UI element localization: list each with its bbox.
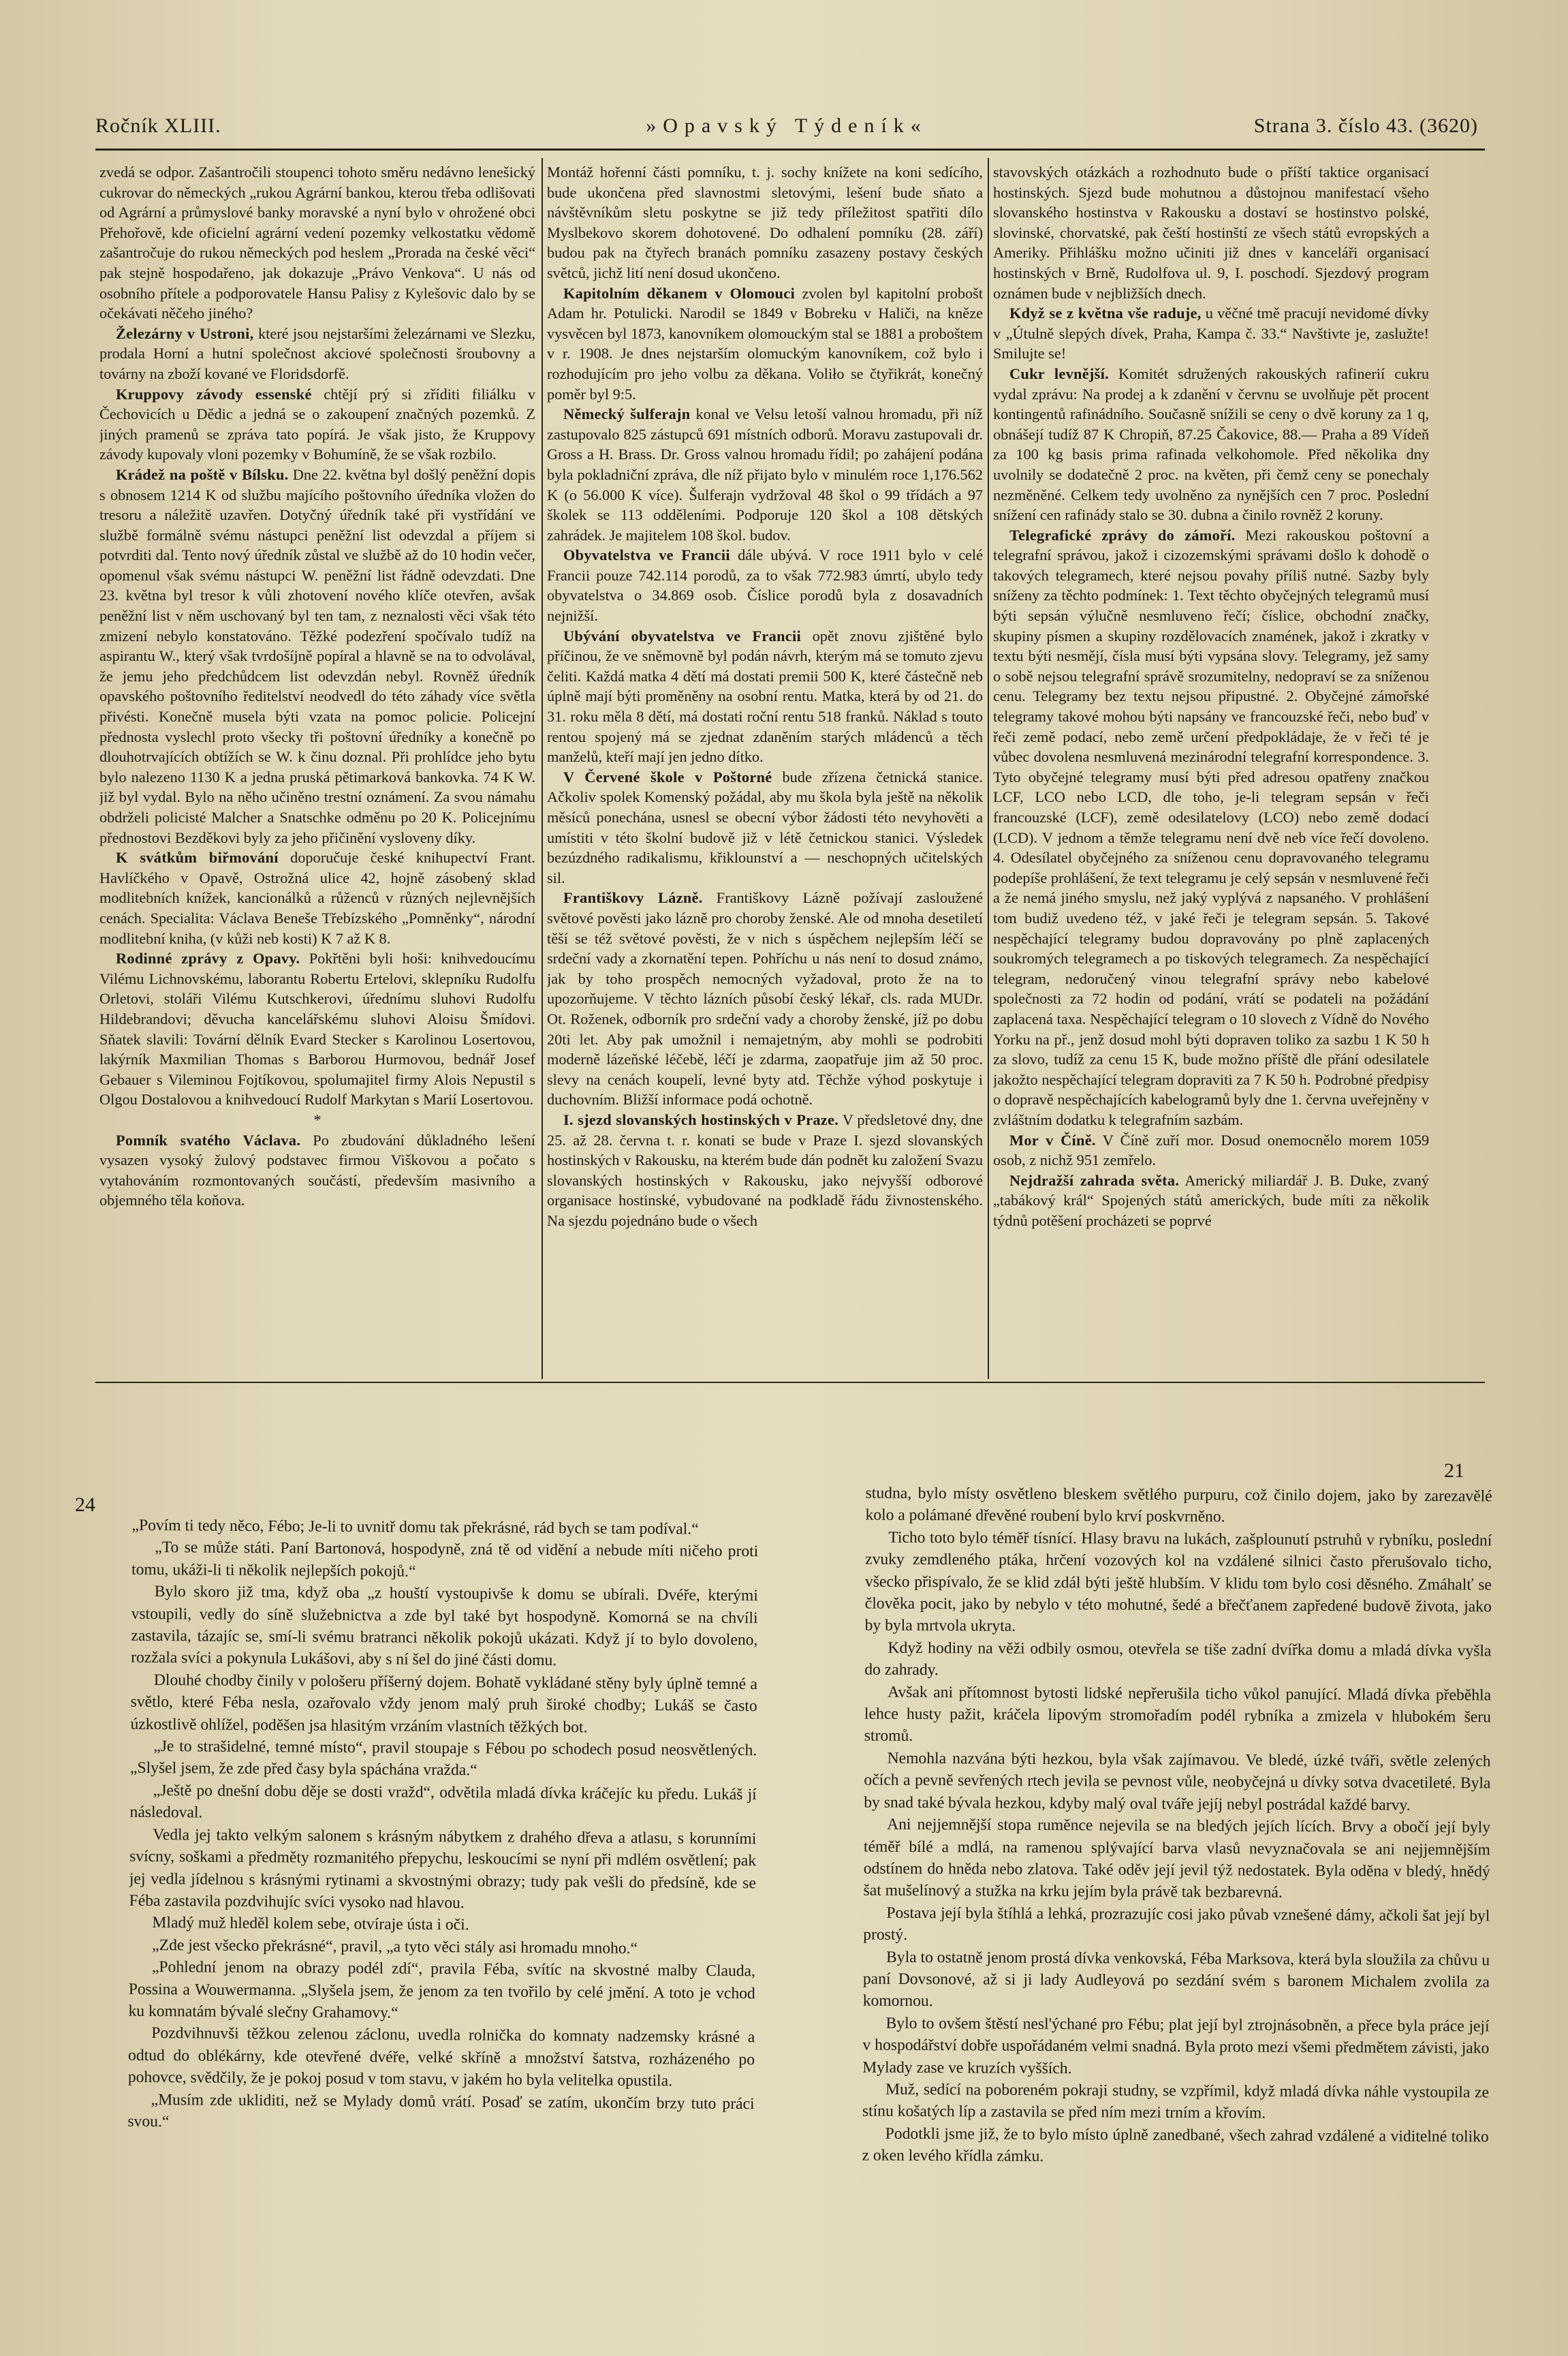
novel-paragraph: Ticho toto bylo téměř tísnící. Hlasy bravu na lukách, zašplounutí pstruhů v rybníku, poslední zvuky zemdleného ptáka, hrčení vozových kol na vzdálené silnici často přerušovalo ticho, všecko přispívalo, že se klid zdál býti ještě hlubším. V klidu tom bylo cosi děsného. Zmáhalť se člověka pocit, jako by nebylo v této mohutné, šedé a břečťanem zapředené budově života, jako by byla mrtvola ukryta. xyxy=(864,1528,1492,1636)
novel-paragraph: Bylo to ovšem štěstí nesl'ýchané pro Fébu; plat její byl ztrojnásobněn, a přece byla práce její v hospodářství dobře uspořádaném velmi snadná. Byla proto mezi všemi předmětem závisti, jako Mylady zase ve kruzích vyšších. xyxy=(862,2014,1490,2077)
article-text: chtějí prý si zříditi filiálku v Čechovicích u Dědic a jedná se o zakoupení značných pozemků. Z jiných pramenů se zpráva tato popírá. Je však jisto, že Kruppovy závody kupovaly vloni pozemky v Bohumíně, že se však rozbilo. xyxy=(99,385,535,463)
article-paragraph xyxy=(99,848,535,948)
article-paragraph xyxy=(547,545,983,625)
article-headline: Kruppovy závody essenské xyxy=(116,385,312,403)
article-paragraph xyxy=(99,465,535,848)
novel-paragraph: Pozdvihnuvši těžkou zelenou záclonu, uvedla rolnička do komnaty nadzemsky krásné a odtud do oblékárny, kde otevřené dvéře, velké skříně a množství šatstva, rozházeného po pohovce, svědčily, že je pokoj posud v tom stavu, v jakém ho byla velitelka opustila. xyxy=(127,2024,755,2090)
article-headline: Obyvatelstva ve Francii xyxy=(563,546,730,564)
article-text: Komitét sdružených rakouských rafinerií cukru vydal zprávu: Na prodej a k zdanění v červnu se uvolňuje pět procent kontingentů rafinádního. Současně snížili se ceny o dvě koruny za 1 q, obnášejí tudíž 87 K Chropiň, 87.25 Čakovice, 88.— Praha a 89 Vídeň za 100 kg basis prima rafinada velkohomole. Před několika dny uvolnily se dodatečně 2 proc. na květen, při čemž ceny se ponechaly nezměněné. Celkem tedy uvolněno za nynějších cen 7 proc. Poslední snížení cen rafinády stalo se 30. dubna a činilo rovněž 2 koruny. xyxy=(993,365,1429,524)
article-text: konal ve Velsu letoší valnou hromadu, při níž zastupovalo 825 zástupců 691 místních odborů. Moravu zastupovali dr. Gross a H. Brass. Dr. Gross valnou hromadu řídil; po zahájení podána byla pokladniční zpráva, dle níž přijato bylo v minulém roce 1,176.562 K (o 56.000 K více). Šulferajn vydržoval 48 škol o 99 třídách a 97 školek se 113 odděleními. Podporuje 120 škol a 108 dětských zahrádek. Je majitelem 108 škol. budov. xyxy=(547,405,983,544)
article-text: Dne 22. května byl došlý peněžní dopis s obnosem 1214 K od službu majícího poštovního úředníka vložen do tresoru a náležitě uzavřen. Dotyčný úředník také při vystřídání ve službě formálně svému nástupci peněžní list odevzdal a příjem si potvrditi dal. Tento nový úředník zůstal ve službě až do 10 hodin večer, opomenul však svému nástupci W. peněžní list řádně odevzdati. Dne 23. května byl tresor k vůli zhotovení nového klíče otevřen, avšak peněžní list v něm uschovaný byl ten tam, z neznalosti věci však této zmizení nebylo konstatováno. Těžké podezření spočívalo tudíž na aspirantu W., který však tvrdošíjně popíral a hlavně se na to odvolával, že jemu jeho předchůdcem list odevzdán nebyl. Rovněž úředník opavského poštovního ředitelství neodvedl do této záhady více světla přivésti. Konečně musela býti vzata na pomoc policie. Policejní přednosta vyslechl proto všecky tři poštovní úředníky a konečně po dlouhotrvajících obtížích se W. k činu doznal. Při prohlídce jeho bytu bylo nalezeno 1130 K a jedna pruská pětimarková bankovka. 74 K W. již byl vydal. Bylo na něho učiněno trestní oznámení. Za svou námahu obdrželi policisté Malcher a Snatschke odměnu po 20 K. Policejnímu přednostovi Bezděkovi byly za jeho přičinění vysloveny díky. xyxy=(99,465,535,846)
article-paragraph xyxy=(99,324,535,384)
novel-paragraph: Dlouhé chodby činily v pološeru příšerný dojem. Bohatě vykládané stěny byly úplně temné a světlo, které Féba nesla, ozařovalo vždy jenom malý pruh široké chodby; Lukáš se často úzkostlivě ohlížel, poděšen jsa hlasitým vrzáním vlastních těžkých bot. xyxy=(130,1671,758,1737)
article-headline: Mor v Číně. xyxy=(1009,1131,1096,1149)
article-headline: K svátkům biřmování xyxy=(116,849,279,867)
volume-label: Ročník XLIII. xyxy=(95,114,221,137)
article-paragraph xyxy=(547,767,983,888)
article-headline: Nejdražší zahrada světa. xyxy=(1009,1171,1180,1189)
article-headline: Cukr levnější. xyxy=(1009,365,1110,382)
article-text: zvolen byl kapitolní probošt Adam hr. Potulicki. Narodil se 1849 v Bobreku v Haliči, na kněze vysvěcen byl 1873, kanovníkem olomouckým stal se 1881 a proboštem v r. 1908. Je dnes nejstarším olomuckým kanovníkem, což bylo i rozhodujícím pro jeho volbu za děkana. Voliło se čtyřikrát, konečný poměr byl 9:5. xyxy=(547,284,983,403)
article-paragraph xyxy=(547,162,983,283)
novel-paragraph: Byla to ostatně jenom prostá dívka venkovská, Féba Marksova, která byla sloužila za chůvu u paní Dovsonové, až si ji lady Audleyová po sezdání svém s baronem Michalem zvolila za komornou. xyxy=(862,1948,1490,2011)
novel-paragraph: „Musím zde ukliditi, než se Mylady domů vrátí. Posaď se zatím, ukončím brzy tuto práci svou.“ xyxy=(127,2090,755,2131)
article-headline: Kapitolním děkanem v Olomouci xyxy=(563,284,795,302)
article-text: Pokřtěni byli hoši: knihvedoucímu Vilému Lichnovskému, laborantu Robertu Ertelovi, sklepníku Rudolfu Orletovi, stoláři Vilému Kutschkerovi, úřednímu sluhovi Rudolfu Hildebrandovi; děvucha kancelářskému sluhovi Aloisu Šmídovi. Sňatek slavili: Tovární dělník Evard Stecker s Karolinou Losertovou, lakýrník Maxmilian Thomas s Barborou Hurmovou, bednář Josef Gebauer s Vileminou Fojtíkovou, spolumajitel firmy Alois Nepustil s Olgou Dostalovou a knihvedoucí Rudolf Markytan s Marií Losertovou. xyxy=(99,950,535,1109)
article-paragraph xyxy=(993,1130,1429,1171)
article-text: opět znovu zjištěné bylo příčinou, že ve sněmovně byl podán návrh, kterým má se tomuto zjevu čeliti. Každá matka 4 dětí má dostati premii 500 K, které částečně neb úplně mají býti proměněny na osobní rentu. Matka, která by od 21. do 31. roku měla 8 dětí, má dostati roční rentu 518 franků. Náklad s touto rentou spojený má se zjednat zdaněním starých mládenců a těch manželů, kteří mají jen jedno dítko. xyxy=(547,627,983,766)
novel-paragraph: Podotkli jsme již, že to bylo místo úplně zanedbané, všech zahrad vzdálené a viditelné toliko z oken levého křídla zámku. xyxy=(862,2124,1489,2166)
news-column-3 xyxy=(993,162,1429,1378)
header-rule xyxy=(95,149,1485,151)
article-text: u věčné tmě pracují nevidomé dívky v „Útulně slepých dívek, Praha, Kampa č. 33.“ Navštivte je, zaslužte! Smilujte se! xyxy=(993,305,1429,362)
article-text: stavovských otázkách a rozhodnuto bude o příští taktice organisací hostinských. Sjezd bude mohutnou a důstojnou manifestací všeho slovanského hostinstva v Rakousku a dostaví se hostinstvo polské, slovinské, chorvatské, pak čeští hostinští ze všech států evropských a Ameriky. Přihlášku možno učiniti již dnes v kanceláři organisací hostinských v Brně, Rudolfova ul. 9, I. poschodí. Sjezdový program oznámen bude v nejbližších dnech. xyxy=(993,164,1429,302)
article-text: které jsou nejstaršími železárnami ve Slezku, prodala Horní a hutní společnost akciové společnosti šroubovny a továrny na zboží kované ve Floridsdorfě. xyxy=(99,324,535,382)
novel-paragraph: „Je to strašidelné, temné místo“, pravil stoupaje s Fébou po schodech posud neosvětlených. „Slyšel jsem, že zde před časy byla spáchána vražda.“ xyxy=(129,1737,757,1780)
news-column-2 xyxy=(547,162,983,1378)
novel-paragraph: Bylo skoro již tma, když oba „z houští vystoupivše k domu se ubírali. Dvéře, kterými vstoupili, vedly do síně služebnictva a zde byl také byt hospodyně. Komorná se na chvíli zastavila, tázajíc se, smí-li svému bratranci několik pokojů ukázati. Když jí to bylo dovoleno, rozžala svíci a pokynula Lukášovi, aby s ní šel do jiné části domu. xyxy=(131,1583,758,1670)
column-divider-2 xyxy=(988,158,989,1379)
novel-paragraph: Postava její byla štíhlá a lehká, prozrazujíc cosi jako půvab vznešené dámy, ačkoli šat její byl prostý. xyxy=(863,1904,1490,1944)
novel-paragraph: Muž, sedící na poboreném pokraji studny, se vzpřímil, když mladá dívka náhle vystoupila ze stínu košatých líp a zastavila se před ním mezi trním a křovím. xyxy=(862,2080,1490,2123)
article-text: bude zřízena četnická stanice. Ačkoliv spolek Komenský požádal, aby mu škola byla ještě na několik měsíců ponechána, usnesl se obecní výbor žádosti této nevyhověti a umístiti v této školní budově již v létě četnickou stanici. Výsledek bezúzdného radikalismu, křiklounství a — neschopných učitelských sil. xyxy=(547,768,983,886)
article-text: doporučuje české knihupectví Frant. Havlíčkého v Opavě, Ostrožná ulice 42, hojně zásobený sklad modlitebních knížek, kancionálků a růženců v různých nejlevnějších cenách. Specialita: Václava Beneše Třebízského „Pomněnky“, národní modlitební kniha, (v kůži neb kosti) K 7 až K 8. xyxy=(99,849,535,947)
article-paragraph xyxy=(993,1171,1429,1231)
newspaper-title: »Opavský Týdeník« xyxy=(646,114,928,137)
article-text: Františkovy Lázně požívají zasloužené světové pověsti jako lázně pro choroby ženské. Ale od mnoha desetiletí těší se též světové pověsti, že v nich s úspěchem nejlepším léčí se srdeční vady a zkornatění tepen. Pohříchu u nás není to dosud známo, jak by toho prospěch nemocných vyžadoval, proto že na to upozorňujeme. V těchto lázních působí český lékař, cls. rada MUDr. Ot. Roženek, odborník pro srdeční vady a choroby ženské, jíž po dobu 20ti let. Aby pak umožnil i nemajetným, aby mohli se podrobiti moderně lázeňské léčebě, léčí je zdarma, zaopatřuje jim až 50 proc. slevy na cenách koupelí, levné byty atd. Těchže výhod poskytuje i duchovním. Bližší informace podá ochotně. xyxy=(547,889,983,1109)
article-paragraph xyxy=(99,384,535,465)
article-text: dále ubývá. V roce 1911 bylo v celé Francii pouze 742.114 porodů, za to však 772.983 úmrtí, ubylo tedy obyvatelstva o 34.869 osob. Číslice porodů byla z dosavadních nejnižší. xyxy=(547,546,983,625)
article-text: Po zbudování důkladného lešení vysazen vysoký žulový podstavec firmou Viškovou a počato s vytahováním rozmontovaných součástí, především masivního a objemného těla koňova. xyxy=(99,1131,535,1209)
novel-page-left xyxy=(127,1515,758,2227)
novel-page-right xyxy=(862,1483,1492,2195)
article-headline: Františkovy Lázně. xyxy=(563,889,703,907)
article-paragraph xyxy=(547,283,983,405)
article-headline: Železárny v Ustroni, xyxy=(116,324,254,342)
novel-paragraph: Nemohla nazvána býti hezkou, byla však zajímavou. Ve bledé, úzké tváři, světle zelených očích a pevně sevřených rtech jevila se pevnost vůle, neobyčejná u dívky sotva dvacetileté. Byla by snad také bývala hezkou, kdyby malý oval tváře jejíj nebyl postrádal každé barvy. xyxy=(864,1749,1491,1814)
section-divider xyxy=(95,1382,1485,1383)
novel-paragraph: „To se může státi. Paní Bartonová, hospodyně, zná tě od vidění a nebude míti ničeho proti tomu, ukáži-li ti několik nejlepších pokojů.“ xyxy=(131,1538,759,1581)
novel-paragraph: „Zde jest všecko překrásné“, pravil, „a tyto věci stály asi hromadu mnoho.“ xyxy=(152,1936,638,1957)
novel-paragraph: Když hodiny na věži odbily osmou, otevřela se tiše zadní dvířka domu a mladá dívka vyšla do zahrady. xyxy=(864,1639,1492,1679)
article-headline: Rodinné zprávy z Opavy. xyxy=(116,950,300,967)
article-text: Montáž hořenní části pomníku, t. j. sochy knížete na koni sedícího, bude ukončena před slavnostmi sletovými, lešení bude sňato a návštěvníkům sletu poskytne se již tedy příležitost spatřiti dílo Myslbekovo skorem dohotovené. Do odhalení pomníku (28. září) budou pak na čtyřech branách pomníku zasazeny postavy českých světců, jichž lití není dosud ukončeno. xyxy=(547,164,983,281)
novel-paragraph: „Povím ti tedy něco, Fébo; Je-li to uvnitř domu tak překrásné, rád bych se tam podíval.“ xyxy=(131,1516,699,1538)
novel-paragraph: Ani nejjemnější stopa ruměnce nejevila se na bledých jejích lících. Brvy a obočí její byly téměř bílé a mdlá, na ramenou splývající barva vlasů nevyznačovala se ani nejjemnějším odstínem do hněda nebo zlatova. Také oděv její jevil týž nedostatek. Byla oděna v bledý, hnědý šat mušelínový a stužka na krku jejím byla právě tak bezbarevná. xyxy=(863,1815,1491,1902)
article-paragraph xyxy=(993,525,1429,1130)
column-divider-1 xyxy=(542,158,543,1379)
article-paragraph xyxy=(99,948,535,1110)
article-text: Americký miliardář J. B. Duke, zvaný „tabákový král“ Spojených států amerických, bude míti za několik týdnů potěšení procházeti se poprvé xyxy=(993,1171,1429,1229)
article-headline: Ubývání obyvatelstva ve Francii xyxy=(563,627,801,645)
novel-paragraph: Avšak ani přítomnost bytosti lidské nepřerušila ticho vůkol panující. Mladá dívka přeběhla lehce husty pažit, kráčela lipovým stromořadím podél rybníka a zmizela v hlubokém šeru stromů. xyxy=(864,1683,1492,1746)
article-paragraph xyxy=(547,404,983,545)
article-headline: I. sjezd slovanských hostinských v Praze. xyxy=(563,1111,839,1128)
article-headline: Telegrafické zprávy do zámoří. xyxy=(1009,526,1236,544)
article-text: * xyxy=(313,1111,322,1128)
article-paragraph xyxy=(547,1110,983,1231)
book-page-number-left: 24 xyxy=(75,1493,95,1516)
article-paragraph xyxy=(99,1130,535,1211)
article-headline: Pomník svatého Václava. xyxy=(116,1131,301,1149)
article-paragraph xyxy=(993,364,1429,525)
novel-paragraph: „Pohlední jenom na obrazy podél zdí“, pravila Féba, svítíc na skvostné malby Clauda, Possina a Wouwermanna. „Slyšela jsem, že jenom za ten tvořilo by celé jmění. A toto je vchod ku komnatám bývalé slečny Grahamovy.“ xyxy=(128,1958,756,2022)
article-headline: V Červené škole v Poštorné xyxy=(563,768,772,786)
novel-paragraph: „Ještě po dnešní dobu děje se dosti vražd“, odvětila mladá dívka kráčejíc ku předu. Lukáš jí následoval. xyxy=(129,1781,757,1822)
article-paragraph xyxy=(993,303,1429,364)
novel-paragraph: studna, bylo místy osvětleno bleskem světlého purpuru, což činilo dojem, jako by zarezavělé kolo a polámané dřevěné roubení bylo krví poskvrněno. xyxy=(865,1484,1492,1526)
article-headline: Krádež na poště v Bílsku. xyxy=(116,465,289,483)
article-paragraph xyxy=(547,888,983,1110)
article-paragraph xyxy=(993,162,1429,303)
article-headline: Německý šulferajn xyxy=(563,405,691,423)
news-column-1 xyxy=(99,162,535,1378)
article-paragraph xyxy=(99,162,535,324)
novel-paragraph: Mladý muž hleděl kolem sebe, otvíraje ústa i oči. xyxy=(152,1914,469,1934)
article-paragraph xyxy=(99,1110,535,1130)
novel-paragraph: Vedla jej takto velkým salonem s krásným nábytkem z drahého dřeva a atlasu, s korunními svícny, soškami a předměty rozmanitého přepychu, leskoucími se nyní při mdlém osvětlení; pak jej vedla jídelnou s krásnými rytinami a skvostnými obrazy; tudy pak vešli do předsíně, kde se Féba zastavila pozdvihujíc svíci vysoko nad hlavou. xyxy=(129,1825,757,1912)
article-text: V Číně zuří mor. Dosud onemocnělo morem 1059 osob, z nichž 951 zemřelo. xyxy=(993,1131,1429,1169)
article-text: Mezi rakouskou poštovní a telegrafní správou, jakož i cizozemskými správami došlo k dohodě o takových telegramech, které nejsou povahy příliš nutné. Sazby byly sníženy za těchto podmínek: 1. Text těchto obyčejných telegramů musí býti sepsán výlučně nesmluveno řečí; číslice, obchodní značky, skupiny písmen a skupiny rozdělovacích znamének, jakož i zkratky v textu býti nesmějí, čísla musí býti vypsána slovy. Telegramy, jež samy o sobě nejsou telegrafní správě srozumitelny, nedopraví se za sníženou cenu. Telegramy bez textu nejsou připustné. 2. Obyčejné zámořské telegramy takové mohou býti napsány ve francouzské řeči, nebo buď v řeči země podací, nebo země určení předpokládaje, že v řeči té je vůbec dovolena nesmluvená mezinárodní telegrafní korrespondence. 3. Tyto obyčejné telegramy musí býti před adresou opatřeny značkou LCF, LCO nebo LCD, dle toho, je-li telegram sepsán v řeči francouzské (LCF), země odesilatelovy (LCO) nebo země dodací (LCD). V jednom a těmže telegramu není dvě neb více řečí dovoleno. 4. Odesílatel obyčejného za sníženou cenu dopravovaného telegramu podepíše prohlášení, že text telegramu je celý sepsán v nesmluvené řeči a že nemá jiného smyslu, než jaký vyplývá z napsaného. V prohlášení tom budiž uvedeno též, v jaké řeči je telegram sepsán. 5. Takové nespěchající telegramy budou dopravovány po plně zaplacených soukromých telegramech a po tiskových telegramech. Za nespěchající telegram, nedoručený vinou telegrafní správy nebo kabelové společnosti za 72 hodin od podání, vrátí se podateli na požádání zaplacená taxa. Nespěchající telegram o 10 slovech z Vídně do Nového Yorku na př., jenž dosud mohl býti dopraven toliko za sazbu 1 K 50 h za slovo, tudíž za cenu 15 K, bude možno příště dle přání odesilatele jakožto nespěchající telegram dopraviti za 7 K 50 h. Podrobné předpisy o dopravě nespěchajících kabelogramů byly dne 1. června uveřejněny v zvláštním dodatku k telegrafním sazbám. xyxy=(993,526,1429,1128)
article-headline: Když se z května vše raduje, xyxy=(1009,305,1202,322)
article-text: zvedá se odpor. Zašantročili stoupenci tohoto směru nedávno lenešický cukrovar do německých „rukou Agrární bankou, kterou třeba odlišovati od Agrární a průmyslové banky moravské a nyní bylo v ohrožené obci Přehořově, kde oficielní agrární vedení pozemky velkostatku vědomě zašantročuje do rukou německých pod heslem „Prorada na české věci“ pak stejně hospodařeno, jak dokazuje „Právo Venkova“. U nás od osobního přítele a podporovatele Hansu Palisy z Kylešovic dalo by se očekávati něčeho jiného? xyxy=(99,164,535,322)
article-text: V předsletové dny, dne 25. až 28. června t. r. konati se bude v Praze I. sjezd slovanských hostinských v Rakousku, na kterém bude dán podnět ku založení Svazu slovanských hostinských v Rakousku, jako nejvyšší odborové organisace hostinské, vybudované na podkladě řádu živnostenského. Na sjezdu pojednáno bude o všech xyxy=(547,1111,983,1229)
article-paragraph xyxy=(547,626,983,767)
book-page-number-right: 21 xyxy=(1444,1459,1464,1482)
page-number-label: Strana 3. číslo 43. (3620) xyxy=(1253,114,1478,137)
